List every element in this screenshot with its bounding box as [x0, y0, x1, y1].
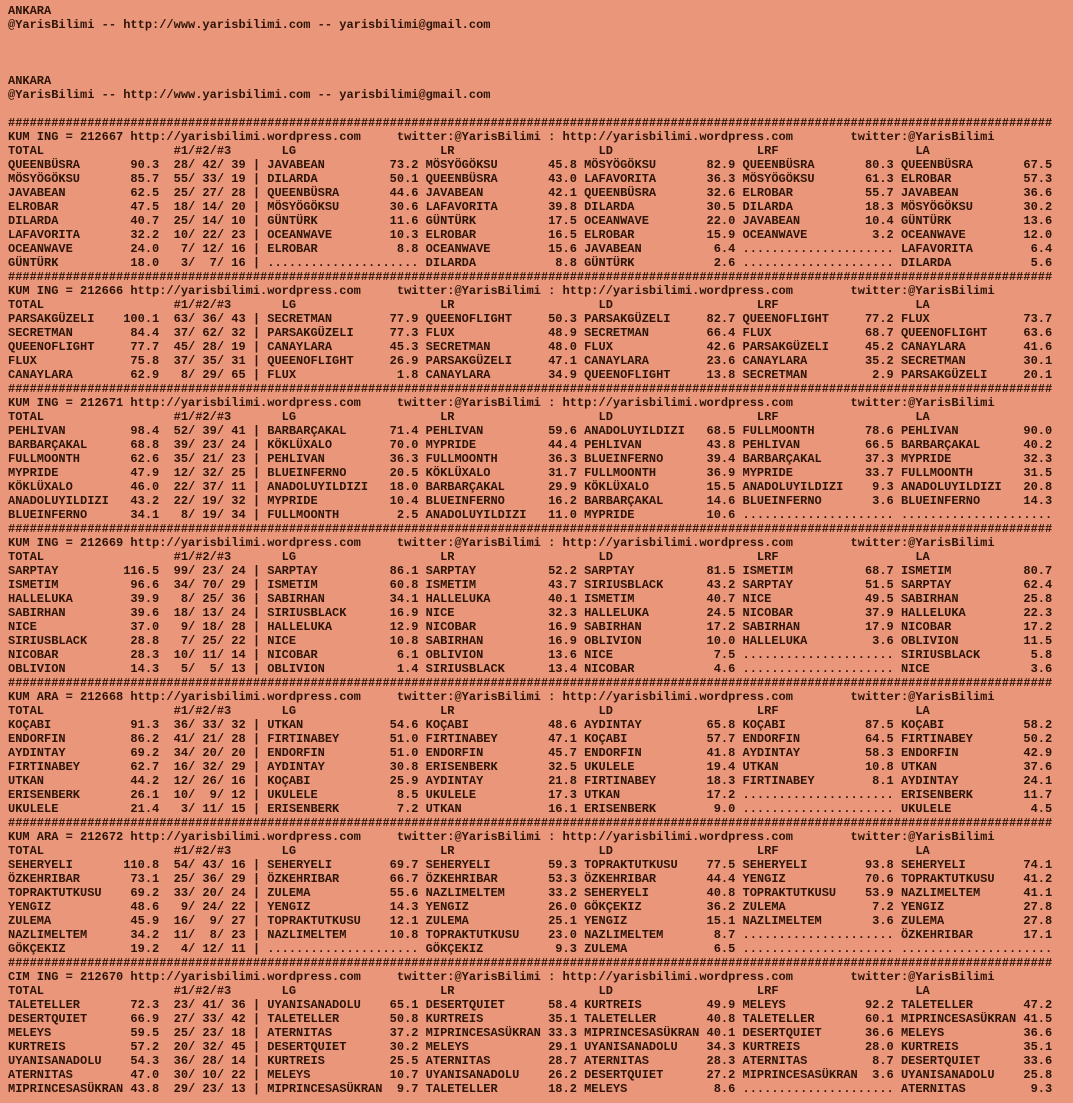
- data-row: OCEANWAVE 24.0 7/ 12/ 16 | ELROBAR 8.8 OCEANWAVE 15.6 JAVABEAN 6.4 ..................... LAFAVORITA 6.4: [8, 242, 1053, 256]
- city-title: ANKARA: [8, 74, 52, 88]
- block-header: KUM ING = 212671 http://yarisbilimi.wordpress.com twitter:@YarisBilimi : http://yarisbilimi.wordpress.com twitter:@YarisBilimi: [8, 396, 995, 410]
- data-row: FIRTINABEY 62.7 16/ 32/ 29 | AYDINTAY 30.8 ERISENBERK 32.5 UKULELE 19.4 UTKAN 10.8 UTKAN 37.6: [8, 760, 1053, 774]
- data-row: SIRIUSBLACK 28.8 7/ 25/ 22 | NICE 10.8 SABIRHAN 16.9 OBLIVION 10.0 HALLELUKA 3.6 OBLIVION 11.5: [8, 634, 1053, 648]
- column-header: TOTAL #1/#2/#3 LG LR LD LRF LA: [8, 550, 930, 564]
- data-row: LAFAVORITA 32.2 10/ 22/ 23 | OCEANWAVE 10.3 ELROBAR 16.5 ELROBAR 15.9 OCEANWAVE 3.2 OCEANWAVE 12.0: [8, 228, 1053, 242]
- data-row: MELEYS 59.5 25/ 23/ 18 | ATERNITAS 37.2 MIPRINCESASÜKRAN 33.3 MIPRINCESASÜKRAN 40.1 DESERTQUIET 36.6 MELEYS 36.6: [8, 1026, 1053, 1040]
- data-row: JAVABEAN 62.5 25/ 27/ 28 | QUEENBÜSRA 44.6 JAVABEAN 42.1 QUEENBÜSRA 32.6 ELROBAR 55.7 JAVABEAN 36.6: [8, 186, 1053, 200]
- block-separator: #################################################################################################################################################: [8, 816, 1053, 830]
- data-row: AYDINTAY 69.2 34/ 20/ 20 | ENDORFIN 51.0 ENDORFIN 45.7 ENDORFIN 41.8 AYDINTAY 58.3 ENDORFIN 42.9: [8, 746, 1053, 760]
- data-row: UTKAN 44.2 12/ 26/ 16 | KOÇABI 25.9 AYDINTAY 21.8 FIRTINABEY 18.3 FIRTINABEY 8.1 AYDINTAY 24.1: [8, 774, 1053, 788]
- data-row: MIPRINCESASÜKRAN 43.8 29/ 23/ 13 | MIPRINCESASÜKRAN 9.7 TALETELLER 18.2 MELEYS 8.6 ..................... ATERNITAS 9.3: [8, 1082, 1053, 1096]
- data-row: CANAYLARA 62.9 8/ 29/ 65 | FLUX 1.8 CANAYLARA 34.9 QUEENOFLIGHT 13.8 SECRETMAN 2.9 PARSAKGÜZELI 20.1: [8, 368, 1053, 382]
- data-row: DESERTQUIET 66.9 27/ 33/ 42 | TALETELLER 50.8 KURTREIS 35.1 TALETELLER 40.8 TALETELLER 60.1 MIPRINCESASÜKRAN 41.5: [8, 1012, 1053, 1026]
- block-separator: #################################################################################################################################################: [8, 116, 1053, 130]
- data-row: NAZLIMELTEM 34.2 11/ 8/ 23 | NAZLIMELTEM 10.8 TOPRAKTUTKUSU 23.0 NAZLIMELTEM 8.7 ..................... ÖZKEHRIBAR 17.1: [8, 928, 1053, 942]
- stats-blocks: [8, 116, 1073, 1096]
- credit-line: @YarisBilimi -- http://www.yarisbilimi.com -- yarisbilimi@gmail.com: [8, 18, 491, 32]
- data-row: MYPRIDE 47.9 12/ 32/ 25 | BLUEINFERNO 20.5 KÖKLÜXALO 31.7 FULLMOONTH 36.9 MYPRIDE 33.7 FULLMOONTH 31.5: [8, 466, 1053, 480]
- data-row: MÖSYÖGÖKSU 85.7 55/ 33/ 19 | DILARDA 50.1 QUEENBÜSRA 43.0 LAFAVORITA 36.3 MÖSYÖGÖKSU 61.3 ELROBAR 57.3: [8, 172, 1053, 186]
- data-row: TOPRAKTUTKUSU 69.2 33/ 20/ 24 | ZULEMA 55.6 NAZLIMELTEM 33.2 SEHERYELI 40.8 TOPRAKTUTKUSU 53.9 NAZLIMELTEM 41.1: [8, 886, 1053, 900]
- credit-line: @YarisBilimi -- http://www.yarisbilimi.com -- yarisbilimi@gmail.com: [8, 88, 491, 102]
- column-header: TOTAL #1/#2/#3 LG LR LD LRF LA: [8, 704, 930, 718]
- data-row: ANADOLUYILDIZI 43.2 22/ 19/ 32 | MYPRIDE 10.4 BLUEINFERNO 16.2 BARBARÇAKAL 14.6 BLUEINFERNO 3.6 BLUEINFERNO 14.3: [8, 494, 1053, 508]
- data-row: ENDORFIN 86.2 41/ 21/ 28 | FIRTINABEY 51.0 FIRTINABEY 47.1 KOÇABI 57.7 ENDORFIN 64.5 FIRTINABEY 50.2: [8, 732, 1053, 746]
- data-row: NICOBAR 28.3 10/ 11/ 14 | NICOBAR 6.1 OBLIVION 13.6 NICE 7.5 ..................... SIRIUSBLACK 5.8: [8, 648, 1053, 662]
- data-row: BLUEINFERNO 34.1 8/ 19/ 34 | FULLMOONTH 2.5 ANADOLUYILDIZI 11.0 MYPRIDE 10.6 ..................... .....................: [8, 508, 1053, 522]
- data-row: GÖKÇEKIZ 19.2 4/ 12/ 11 | ..................... GÖKÇEKIZ 9.3 ZULEMA 6.5 ..................... .....................: [8, 942, 1053, 956]
- blank-line: [8, 102, 1073, 116]
- data-row: HALLELUKA 39.9 8/ 25/ 36 | SABIRHAN 34.1 HALLELUKA 40.1 ISMETIM 40.7 NICE 49.5 SABIRHAN 25.8: [8, 592, 1053, 606]
- data-row: DILARDA 40.7 25/ 14/ 10 | GÜNTÜRK 11.6 GÜNTÜRK 17.5 OCEANWAVE 22.0 JAVABEAN 10.4 GÜNTÜRK 13.6: [8, 214, 1053, 228]
- data-row: QUEENOFLIGHT 77.7 45/ 28/ 19 | CANAYLARA 45.3 SECRETMAN 48.0 FLUX 42.6 PARSAKGÜZELI 45.2 CANAYLARA 41.6: [8, 340, 1053, 354]
- block-header: KUM ING = 212669 http://yarisbilimi.wordpress.com twitter:@YarisBilimi : http://yarisbilimi.wordpress.com twitter:@YarisBilimi: [8, 536, 995, 550]
- column-header: TOTAL #1/#2/#3 LG LR LD LRF LA: [8, 410, 930, 424]
- column-header: TOTAL #1/#2/#3 LG LR LD LRF LA: [8, 298, 930, 312]
- data-row: SEHERYELI 110.8 54/ 43/ 16 | SEHERYELI 69.7 SEHERYELI 59.3 TOPRAKTUTKUSU 77.5 SEHERYELI 93.8 SEHERYELI 74.1: [8, 858, 1053, 872]
- data-row: ERISENBERK 26.1 10/ 9/ 12 | UKULELE 8.5 UKULELE 17.3 UTKAN 17.2 ..................... ERISENBERK 11.7: [8, 788, 1053, 802]
- block-header: KUM ING = 212666 http://yarisbilimi.wordpress.com twitter:@YarisBilimi : http://yarisbilimi.wordpress.com twitter:@YarisBilimi: [8, 284, 995, 298]
- block-separator: #################################################################################################################################################: [8, 522, 1053, 536]
- data-row: BARBARÇAKAL 68.8 39/ 23/ 24 | KÖKLÜXALO 70.0 MYPRIDE 44.4 PEHLIVAN 43.8 PEHLIVAN 66.5 BARBARÇAKAL 40.2: [8, 438, 1053, 452]
- data-row: SARPTAY 116.5 99/ 23/ 24 | SARPTAY 86.1 SARPTAY 52.2 SARPTAY 81.5 ISMETIM 68.7 ISMETIM 80.7: [8, 564, 1053, 578]
- block-header: KUM ARA = 212668 http://yarisbilimi.wordpress.com twitter:@YarisBilimi : http://yarisbilimi.wordpress.com twitter:@YarisBilimi: [8, 690, 995, 704]
- data-row: ÖZKEHRIBAR 73.1 25/ 36/ 29 | ÖZKEHRIBAR 66.7 ÖZKEHRIBAR 53.3 ÖZKEHRIBAR 44.4 YENGIZ 70.6 TOPRAKTUTKUSU 41.2: [8, 872, 1053, 886]
- data-row: QUEENBÜSRA 90.3 28/ 42/ 39 | JAVABEAN 73.2 MÖSYÖGÖKSU 45.8 MÖSYÖGÖKSU 82.9 QUEENBÜSRA 80.3 QUEENBÜSRA 67.5: [8, 158, 1053, 172]
- data-row: TALETELLER 72.3 23/ 41/ 36 | UYANISANADOLU 65.1 DESERTQUIET 58.4 KURTREIS 49.9 MELEYS 92.2 TALETELLER 47.2: [8, 998, 1053, 1012]
- blank-line: [8, 60, 1073, 74]
- data-row: ZULEMA 45.9 16/ 9/ 27 | TOPRAKTUTKUSU 12.1 ZULEMA 25.1 YENGIZ 15.1 NAZLIMELTEM 3.6 ZULEMA 27.8: [8, 914, 1053, 928]
- data-row: ISMETIM 96.6 34/ 70/ 29 | ISMETIM 60.8 ISMETIM 43.7 SIRIUSBLACK 43.2 SARPTAY 51.5 SARPTAY 62.4: [8, 578, 1053, 592]
- data-row: ELROBAR 47.5 18/ 14/ 20 | MÖSYÖGÖKSU 30.6 LAFAVORITA 39.8 DILARDA 30.5 DILARDA 18.3 MÖSYÖGÖKSU 30.2: [8, 200, 1053, 214]
- data-row: OBLIVION 14.3 5/ 5/ 13 | OBLIVION 1.4 SIRIUSBLACK 13.4 NICOBAR 4.6 ..................... NICE 3.6: [8, 662, 1053, 676]
- city-title: ANKARA: [8, 4, 52, 18]
- blank-line: [8, 32, 1073, 46]
- data-row: SABIRHAN 39.6 18/ 13/ 24 | SIRIUSBLACK 16.9 NICE 32.3 HALLELUKA 24.5 NICOBAR 37.9 HALLELUKA 22.3: [8, 606, 1053, 620]
- data-row: PARSAKGÜZELI 100.1 63/ 36/ 43 | SECRETMAN 77.9 QUEENOFLIGHT 50.3 PARSAKGÜZELI 82.7 QUEENOFLIGHT 77.2 FLUX 73.7: [8, 312, 1053, 326]
- block-header: KUM ARA = 212672 http://yarisbilimi.wordpress.com twitter:@YarisBilimi : http://yarisbilimi.wordpress.com twitter:@YarisBilimi: [8, 830, 995, 844]
- data-row: ATERNITAS 47.0 30/ 10/ 22 | MELEYS 10.7 UYANISANADOLU 26.2 DESERTQUIET 27.2 MIPRINCESASÜKRAN 3.6 UYANISANADOLU 25.8: [8, 1068, 1053, 1082]
- column-header: TOTAL #1/#2/#3 LG LR LD LRF LA: [8, 984, 930, 998]
- data-row: FULLMOONTH 62.6 35/ 21/ 23 | PEHLIVAN 36.3 FULLMOONTH 36.3 BLUEINFERNO 39.4 BARBARÇAKAL 37.3 MYPRIDE 32.3: [8, 452, 1053, 466]
- block-separator: #################################################################################################################################################: [8, 382, 1053, 396]
- column-header: TOTAL #1/#2/#3 LG LR LD LRF LA: [8, 144, 930, 158]
- data-row: FLUX 75.8 37/ 35/ 31 | QUEENOFLIGHT 26.9 PARSAKGÜZELI 47.1 CANAYLARA 23.6 CANAYLARA 35.2 SECRETMAN 30.1: [8, 354, 1053, 368]
- data-row: KÖKLÜXALO 46.0 22/ 37/ 11 | ANADOLUYILDIZI 18.0 BARBARÇAKAL 29.9 KÖKLÜXALO 15.5 ANADOLUYILDIZI 9.3 ANADOLUYILDIZI 20.8: [8, 480, 1053, 494]
- data-row: PEHLIVAN 98.4 52/ 39/ 41 | BARBARÇAKAL 71.4 PEHLIVAN 59.6 ANADOLUYILDIZI 68.5 FULLMOONTH 78.6 PEHLIVAN 90.0: [8, 424, 1053, 438]
- data-row: NICE 37.0 9/ 18/ 28 | HALLELUKA 12.9 NICOBAR 16.9 SABIRHAN 17.2 SABIRHAN 17.9 NICOBAR 17.2: [8, 620, 1053, 634]
- block-header: KUM ING = 212667 http://yarisbilimi.wordpress.com twitter:@YarisBilimi : http://yarisbilimi.wordpress.com twitter:@YarisBilimi: [8, 130, 995, 144]
- block-separator: #################################################################################################################################################: [8, 676, 1053, 690]
- data-row: UKULELE 21.4 3/ 11/ 15 | ERISENBERK 7.2 UTKAN 16.1 ERISENBERK 9.0 ..................... UKULELE 4.5: [8, 802, 1053, 816]
- column-header: TOTAL #1/#2/#3 LG LR LD LRF LA: [8, 844, 930, 858]
- blank-line: [8, 46, 1073, 60]
- data-row: GÜNTÜRK 18.0 3/ 7/ 16 | ..................... DILARDA 8.8 GÜNTÜRK 2.6 ..................... DILARDA 5.6: [8, 256, 1053, 270]
- block-separator: #################################################################################################################################################: [8, 956, 1053, 970]
- block-separator: #################################################################################################################################################: [8, 270, 1053, 284]
- block-header: CIM ING = 212670 http://yarisbilimi.wordpress.com twitter:@YarisBilimi : http://yarisbilimi.wordpress.com twitter:@YarisBilimi: [8, 970, 995, 984]
- data-row: SECRETMAN 84.4 37/ 62/ 32 | PARSAKGÜZELI 77.3 FLUX 48.9 SECRETMAN 66.4 FLUX 68.7 QUEENOFLIGHT 63.6: [8, 326, 1053, 340]
- data-row: UYANISANADOLU 54.3 36/ 28/ 14 | KURTREIS 25.5 ATERNITAS 28.7 ATERNITAS 28.3 ATERNITAS 8.7 DESERTQUIET 33.6: [8, 1054, 1053, 1068]
- data-row: KOÇABI 91.3 36/ 33/ 32 | UTKAN 54.6 KOÇABI 48.6 AYDINTAY 65.8 KOÇABI 87.5 KOÇABI 58.2: [8, 718, 1053, 732]
- data-row: YENGIZ 48.6 9/ 24/ 22 | YENGIZ 14.3 YENGIZ 26.0 GÖKÇEKIZ 36.2 ZULEMA 7.2 YENGIZ 27.8: [8, 900, 1053, 914]
- data-row: KURTREIS 57.2 20/ 32/ 45 | DESERTQUIET 30.2 MELEYS 29.1 UYANISANADOLU 34.3 KURTREIS 28.0 KURTREIS 35.1: [8, 1040, 1053, 1054]
